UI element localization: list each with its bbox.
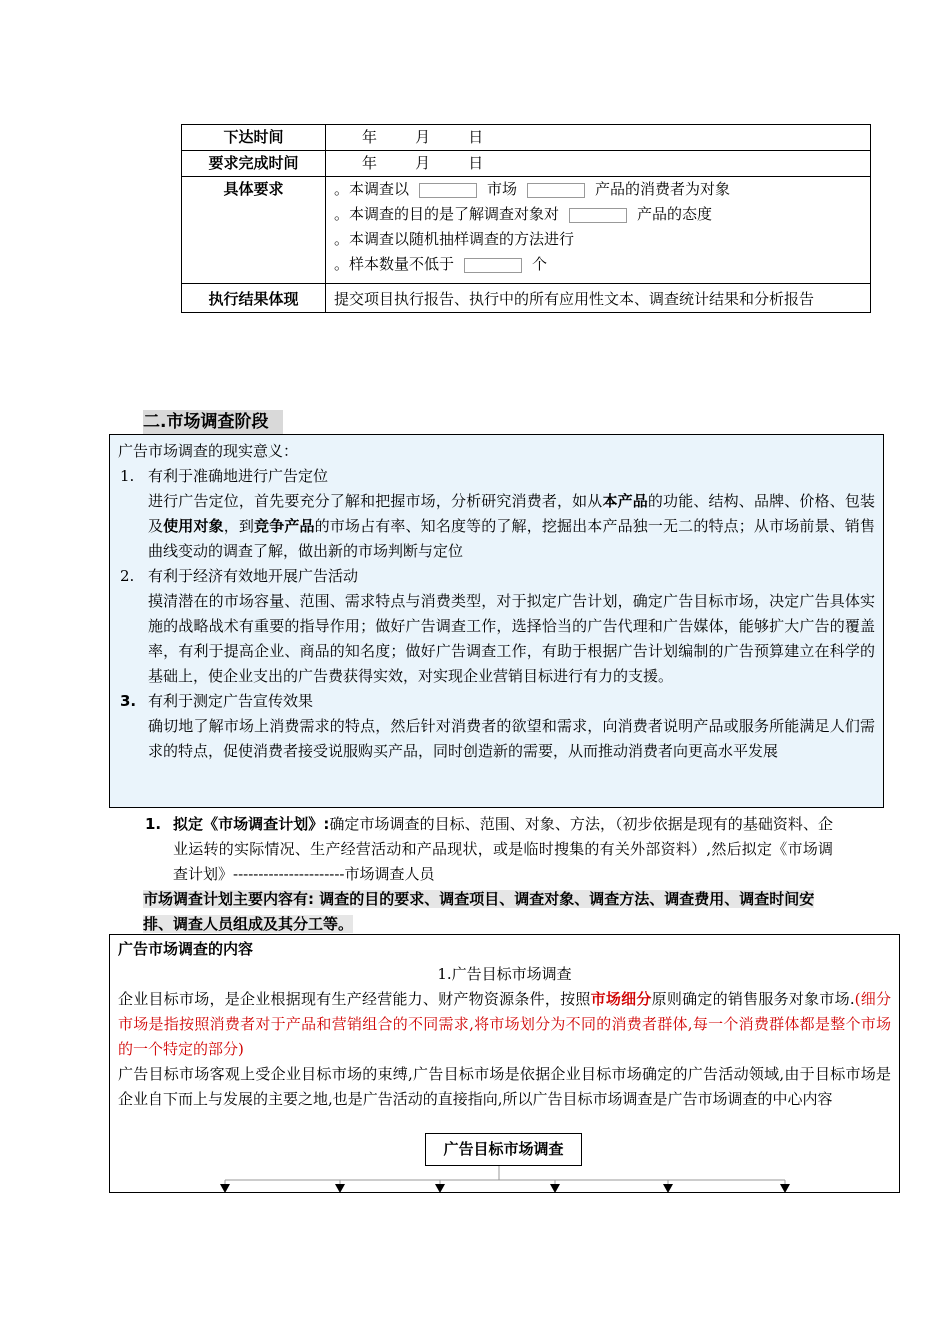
significance-item-3-text: 确切地了解市场上消费需求的特点，然后针对消费者的欲望和需求，向消费者说明产品或服务所能满足人们需求的特点，促使消费者接受说服购买产品，同时创造新的需要，从而推动消费者向更高水平发展 [148,717,875,760]
diagram-root-node: 广告目标市场调查 [425,1133,582,1166]
significance-item-2-title: 2. 有利于经济有效地开展广告活动 [120,567,359,585]
plan-main-contents: 市场调查计划主要内容有: 调查的目的要求、调查项目、调查对象、调查方法、调查费用、调查时间安排、调查人员组成及其分工等。 [143,890,815,933]
issue-time-label: 下达时间 [182,125,326,151]
connector-drops [225,1180,785,1186]
significance-item-1-text: 进行广告定位，首先要充分了解和把握市场，分析研究消费者，如从本产品的功能、结构、品牌、价格、包装及使用对象，到竞争产品的市场占有率、知名度等的了解，挖掘出本产品独一无二的特点；从市场前景、销售曲线变动的调查了解，做出新的市场判断与定位 [148,492,875,560]
ad-target-market-paragraph: 广告目标市场客观上受企业目标市场的束缚,广告目标市场是依据企业目标市场确定的广告活动领域,由于目标市场是企业自下而上与发展的主要之地,也是广告活动的直接指向,所以广告目标市场调查是广告市场调查的中心内容 [118,1065,891,1108]
arrow-down-icon [220,1184,790,1193]
significance-item-2-text: 摸清潜在的市场容量、范围、需求特点与消费类型，对于拟定广告计划，确定广告目标市场，决定广告具体实施的战略战术有重要的指导作用；做好广告调查工作，选择恰当的广告代理和广告媒体，能够扩大广告的覆盖率，有利于提高企业、商品的知名度；做好广告调查工作，有助于根据广告计划编制的广告预算建立在科学的基础上，使企业支出的广告费获得实效，对实现企业营销目标进行有力的支援。 [148,592,875,685]
significance-item-3-title: 3. 有利于测定广告宣传效果 [120,692,314,710]
specific-requirements-label: 具体要求 [182,177,326,284]
target-market-paragraph: 企业目标市场，是企业根据现有生产经营能力、财产物资源条件，按照市场细分原则确定的销售服务对象市场.(细分市场是指按照消费者对于产品和营销组合的不同需求,将市场划分为不同的消费者群体,每一个消费群体都是整个市场的一个特定的部分) [118,990,891,1058]
due-time-label: 要求完成时间 [182,151,326,177]
requirement-line-4: 。样本数量不低于 个 [334,255,548,273]
due-time-value: 年 月 日 [326,151,871,177]
requirement-line-1: 。本调查以 市场 产品的消费者为对象 [334,180,731,198]
result-label: 执行结果体现 [182,284,326,313]
content-subtitle: 1.广告目标市场调查 [437,965,572,983]
requirement-line-3: 。本调查以随机抽样调查的方法进行 [334,230,575,248]
issue-time-value: 年 月 日 [326,125,871,151]
plan-item-1: 1. 拟定《市场调查计划》:确定市场调查的目标、范围、对象、方法，（初步依据是现有的基础资料、企业运转的实际情况、生产经营活动和产品现状，或是临时搜集的有关外部资料）,然后拟定《市场调查计划》----------------------市场调查人员 [145,815,833,883]
content-box-title: 广告市场调查的内容 [118,940,254,958]
significance-item-1-title: 1. 有利于准确地进行广告定位 [120,467,329,485]
result-value: 提交项目执行报告、执行中的所有应用性文本、调查统计结果和分析报告 [326,284,871,313]
requirement-line-2: 。本调查的目的是了解调查对象对 产品的态度 [334,205,713,223]
significance-intro: 广告市场调查的现实意义： [118,442,299,460]
section-title: 二.市场调查阶段 [143,410,283,434]
